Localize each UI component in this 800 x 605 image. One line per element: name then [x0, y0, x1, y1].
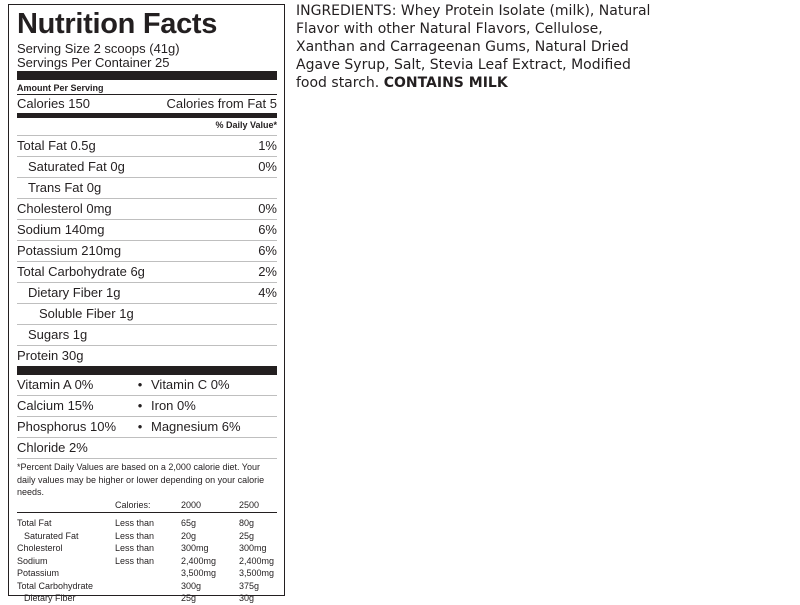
table-cell: Sodium [17, 555, 48, 566]
nutrient-dv: 0% [258, 159, 277, 174]
ingredients-list: INGREDIENTS: Whey Protein Isolate (milk), Natural Flavor with other Natural Flavors, Cellulose, Xanthan and Carrageenan Gums, Natural Dried Agave Syrup, Salt, Stevia Leaf Extract, Modified food starch. [296, 3, 651, 91]
bullet: • [137, 419, 143, 434]
daily-value-table [17, 499, 277, 605]
table-cell: 300mg [181, 543, 209, 553]
nutrient-name: Trans Fat 0g [28, 180, 102, 195]
table-cell: 300g [181, 580, 202, 591]
nutrient-dv: 6% [258, 222, 277, 237]
servings-per-container: Servings Per Container 25 [17, 54, 170, 70]
table-cell [115, 580, 181, 593]
nutrient-name: Sugars 1g [28, 327, 88, 342]
calories-value: Calories 150 [17, 96, 90, 111]
vitamin-row [17, 416, 277, 437]
nutrient-name: Soluble Fiber 1g [39, 306, 134, 321]
vitamin-left: Phosphorus 10% [17, 419, 117, 434]
nutrient-row [17, 135, 277, 156]
nutrient-name: Potassium 210mg [17, 243, 122, 258]
bullet [129, 438, 151, 458]
serving-size: Serving Size 2 scoops (41g) [17, 41, 180, 56]
table-cell [17, 499, 115, 513]
nutrition-facts-label [8, 4, 285, 603]
table-cell: 3,500mg [239, 568, 275, 578]
calories-row [17, 94, 277, 113]
nutrient-row [17, 261, 277, 282]
vitamin-right: Vitamin C 0% [151, 377, 230, 392]
nutrient-name: Total Fat 0.5g [17, 138, 96, 153]
nutrient-dv: 2% [258, 264, 277, 279]
table-header-row [17, 499, 277, 513]
table-cell: 80g [239, 518, 255, 528]
table-cell [17, 530, 115, 543]
table-cell: Potassium [17, 568, 60, 578]
table-cell: 2,400mg [181, 555, 217, 566]
table-cell: 375g [239, 580, 260, 591]
table-row [17, 530, 277, 543]
vitamin-row [17, 437, 277, 458]
label-title: Nutrition Facts [17, 8, 218, 40]
daily-value-header: % Daily Value* [215, 120, 277, 130]
nutrient-row [17, 240, 277, 261]
nutrient-name: Cholesterol 0mg [17, 201, 112, 216]
thick-divider [17, 366, 277, 375]
nutrient-row [17, 198, 277, 219]
vitamin-left: Calcium 15% [17, 398, 94, 413]
daily-value-footnote: *Percent Daily Values are based on a 2,000 calorie diet. Your daily values may be higher or lower depending on your calorie needs. [17, 458, 277, 499]
ingredients-text [296, 2, 656, 92]
table-cell: 20g [181, 530, 197, 541]
nutrient-row [17, 345, 277, 366]
table-cell: 3,500mg [181, 568, 217, 578]
table-cell: 300mg [239, 543, 267, 553]
nutrient-dv: 0% [258, 201, 277, 216]
nutrient-dv: 1% [258, 138, 277, 153]
nutrient-name: Protein 30g [17, 348, 84, 363]
bullet: • [137, 398, 143, 413]
table-cell [17, 592, 115, 605]
nutrient-row [17, 219, 277, 240]
vitamin-right [151, 438, 277, 458]
table-row [17, 567, 277, 580]
table-cell: Calories: [115, 499, 151, 510]
nutrient-name: Dietary Fiber 1g [28, 285, 121, 300]
table-cell: 65g [181, 518, 197, 528]
thick-divider [17, 71, 277, 80]
table-cell: Total Fat [17, 518, 52, 528]
table-cell: 25g [181, 593, 197, 603]
table-cell: Less than [115, 530, 155, 541]
nutrient-row [17, 177, 277, 198]
table-cell: 30g [239, 593, 255, 603]
vitamin-right: Magnesium 6% [151, 419, 241, 434]
table-cell: Less than [115, 518, 155, 528]
nutrient-dv: 4% [258, 285, 277, 300]
table-cell: Less than [115, 543, 155, 553]
nutrient-name: Total Carbohydrate 6g [17, 264, 145, 279]
nutrient-name: Saturated Fat 0g [28, 159, 125, 174]
table-row [17, 542, 277, 555]
table-cell-text: Saturated Fat [24, 530, 79, 541]
table-row [17, 555, 277, 568]
vitamin-left: Vitamin A 0% [17, 377, 94, 392]
table-cell [115, 592, 181, 605]
amount-per-serving: Amount Per Serving [17, 83, 104, 93]
nutrient-row [17, 282, 277, 303]
table-row [17, 580, 277, 593]
bullet: • [137, 377, 143, 392]
table-cell: 2000 [181, 499, 202, 510]
table-cell: 2,400mg [239, 555, 275, 566]
vitamin-row [17, 375, 277, 395]
table-row [17, 592, 277, 605]
allergen-statement: CONTAINS MILK [383, 75, 508, 91]
table-cell [115, 567, 181, 580]
nutrient-row [17, 324, 277, 345]
table-cell: Cholesterol [17, 543, 63, 553]
nutrient-name: Sodium 140mg [17, 222, 105, 237]
table-cell: 25g [239, 530, 255, 541]
table-cell: Less than [115, 555, 155, 566]
table-cell-text: Dietary Fiber [24, 593, 76, 603]
table-cell: 2500 [239, 499, 260, 510]
calories-from-fat: Calories from Fat 5 [166, 96, 277, 111]
vitamin-row [17, 395, 277, 416]
table-cell: Total Carbohydrate [17, 580, 94, 591]
table-row [17, 517, 277, 530]
vitamin-right: Iron 0% [151, 398, 196, 413]
nutrient-row [17, 156, 277, 177]
vitamin-left: Chloride 2% [17, 440, 88, 455]
nutrient-row [17, 303, 277, 324]
nutrient-dv: 6% [258, 243, 277, 258]
